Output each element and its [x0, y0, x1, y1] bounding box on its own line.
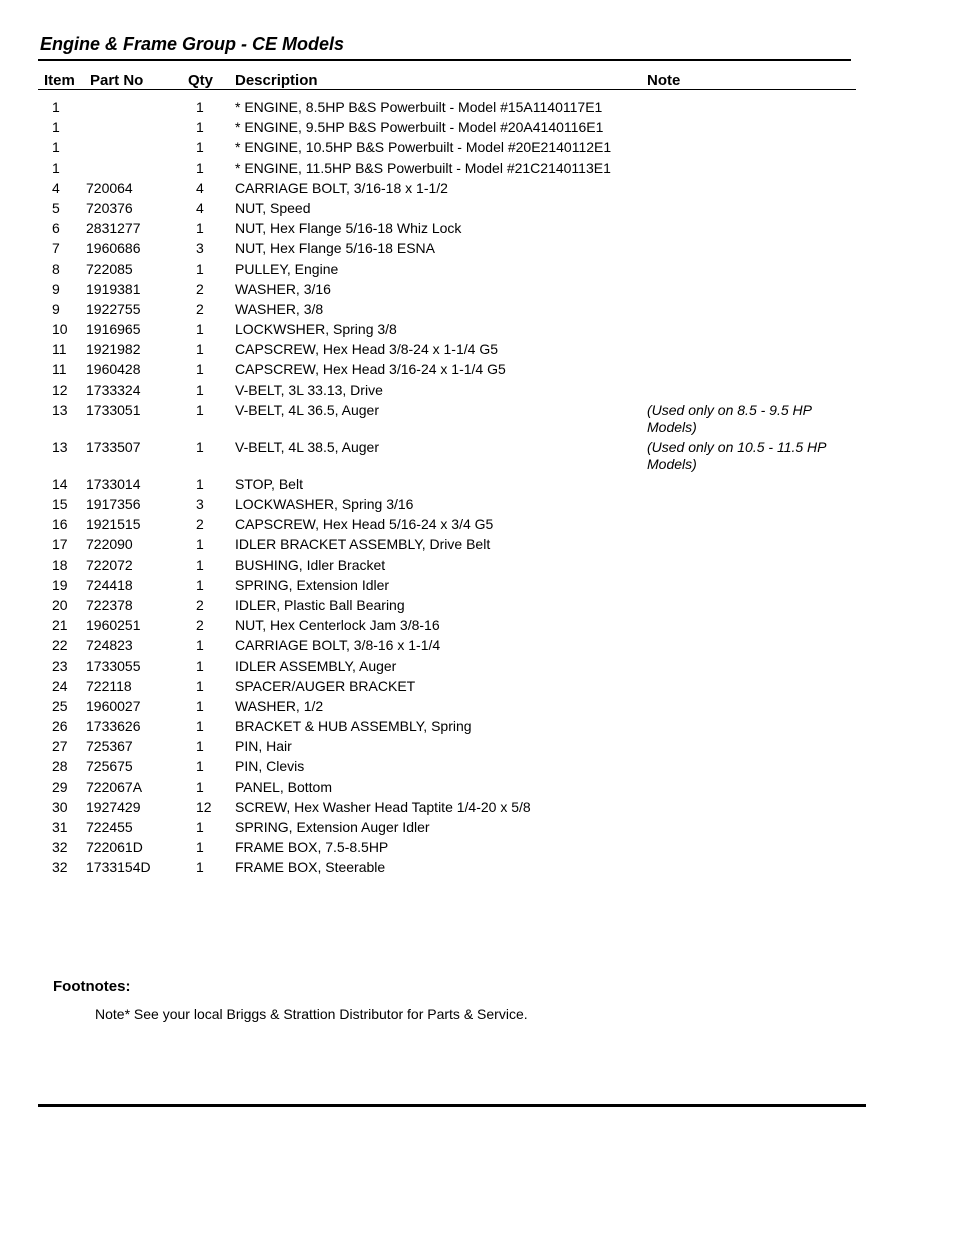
row-qty: 1: [196, 159, 204, 176]
row-description: NUT, Hex Flange 5/16-18 Whiz Lock: [235, 220, 462, 237]
row-description: IDLER ASSEMBLY, Auger: [235, 657, 397, 674]
row-item: 16: [52, 516, 68, 533]
row-part-no: 1916965: [86, 321, 141, 338]
table-row: [0, 678, 954, 698]
table-row: [0, 718, 954, 738]
row-part-no: 1733014: [86, 475, 141, 492]
table-row: [0, 439, 954, 476]
row-item: 12: [52, 381, 68, 398]
row-item: 6: [52, 220, 60, 237]
row-qty: 1: [196, 401, 204, 418]
row-description: PULLEY, Engine: [235, 260, 339, 277]
row-part-no: 1733507: [86, 438, 141, 455]
row-item: 24: [52, 677, 68, 694]
row-item: 1: [52, 119, 60, 136]
row-qty: 1: [196, 321, 204, 338]
row-item: 1: [52, 139, 60, 156]
row-qty: 1: [196, 637, 204, 654]
row-qty: 4: [196, 199, 204, 216]
table-row: [0, 160, 954, 180]
row-description: FRAME BOX, 7.5-8.5HP: [235, 839, 389, 856]
table-row: [0, 240, 954, 260]
row-description: IDLER, Plastic Ball Bearing: [235, 596, 405, 613]
row-part-no: 1733051: [86, 401, 141, 418]
row-description: STOP, Belt: [235, 475, 303, 492]
row-part-no: 725675: [86, 758, 133, 775]
table-row: [0, 799, 954, 819]
row-part-no: 1927429: [86, 798, 141, 815]
row-description: FRAME BOX, Steerable: [235, 859, 386, 876]
row-item: 32: [52, 839, 68, 856]
row-part-no: 722085: [86, 260, 133, 277]
row-part-no: 1733324: [86, 381, 141, 398]
row-qty: 1: [196, 99, 204, 115]
row-qty: 1: [196, 778, 204, 795]
table-row: [0, 361, 954, 381]
row-item: 5: [52, 199, 60, 216]
row-part-no: 1921515: [86, 516, 141, 533]
row-description: V-BELT, 3L 33.13, Drive: [235, 381, 383, 398]
table-row: [0, 321, 954, 341]
row-description: PIN, Clevis: [235, 758, 305, 775]
row-qty: 1: [196, 718, 204, 735]
row-qty: 1: [196, 657, 204, 674]
row-item: 23: [52, 657, 68, 674]
row-description: CARRIAGE BOLT, 3/16-18 x 1-1/2: [235, 179, 448, 196]
row-item: 31: [52, 819, 68, 835]
row-part-no: 1921982: [86, 341, 141, 358]
row-qty: 1: [196, 839, 204, 856]
row-qty: 1: [196, 697, 204, 714]
table-row: [0, 281, 954, 301]
row-item: 11: [52, 341, 67, 358]
row-part-no: 2831277: [86, 220, 141, 237]
row-description: NUT, Hex Flange 5/16-18 ESNA: [235, 240, 435, 257]
row-qty: 1: [196, 438, 204, 455]
row-item: 28: [52, 758, 68, 775]
row-description: V-BELT, 4L 36.5, Auger: [235, 401, 379, 418]
table-row: [0, 779, 954, 799]
table-row: [0, 402, 954, 439]
row-part-no: 722090: [86, 536, 133, 553]
bottom-divider: [38, 1104, 866, 1107]
row-item: 14: [52, 475, 68, 492]
row-item: 1: [52, 99, 60, 115]
row-qty: 1: [196, 341, 204, 358]
footnote-text: Note* See your local Briggs & Strattion Distributor for Parts & Service.: [95, 1006, 528, 1022]
table-row: [0, 637, 954, 657]
title-divider: [38, 59, 851, 61]
row-part-no: 722378: [86, 596, 133, 613]
row-description: * ENGINE, 9.5HP B&S Powerbuilt - Model #20A4140116E1: [235, 119, 604, 136]
header-divider: [38, 89, 856, 90]
row-qty: 2: [196, 280, 204, 297]
row-item: 22: [52, 637, 68, 654]
row-item: 18: [52, 556, 68, 573]
header-part-no: Part No: [90, 72, 144, 89]
row-item: 26: [52, 718, 68, 735]
table-row: [0, 698, 954, 718]
row-item: 20: [52, 596, 68, 613]
row-qty: 1: [196, 738, 204, 755]
table-row: [0, 839, 954, 859]
row-qty: 1: [196, 536, 204, 553]
row-qty: 1: [196, 220, 204, 237]
header-item: Item: [44, 72, 75, 89]
row-part-no: 722072: [86, 556, 133, 573]
table-row: [0, 180, 954, 200]
row-part-no: 722067A: [86, 778, 143, 795]
row-part-no: 1917356: [86, 496, 141, 512]
row-part-no: 720064: [86, 179, 133, 196]
table-row: [0, 658, 954, 678]
row-note: (Used only on 8.5 - 9.5 HP Models): [647, 401, 812, 435]
header-note: Note: [647, 72, 681, 89]
row-qty: 2: [196, 300, 204, 317]
row-item: 1: [52, 159, 60, 176]
row-description: BUSHING, Idler Bracket: [235, 556, 386, 573]
row-description: * ENGINE, 8.5HP B&S Powerbuilt - Model #15A1140117E1: [235, 99, 603, 115]
row-item: 9: [52, 280, 60, 297]
row-part-no: 1960428: [86, 361, 141, 378]
row-note: (Used only on 10.5 - 11.5 HP Models): [647, 438, 826, 472]
row-qty: 1: [196, 381, 204, 398]
row-qty: 1: [196, 139, 204, 156]
row-description: LOCKWASHER, Spring 3/16: [235, 496, 414, 512]
row-item: 19: [52, 576, 68, 593]
row-item: 13: [52, 438, 68, 455]
table-row: [0, 496, 954, 516]
row-part-no: 720376: [86, 199, 133, 216]
row-part-no: 1922755: [86, 300, 141, 317]
row-part-no: 724823: [86, 637, 133, 654]
table-row: [0, 200, 954, 220]
row-qty: 1: [196, 819, 204, 835]
row-description: * ENGINE, 11.5HP B&S Powerbuilt - Model #21C2140113E1: [235, 159, 611, 176]
table-row: [0, 382, 954, 402]
header-qty: Qty: [188, 72, 214, 89]
table-row: [0, 341, 954, 361]
row-description: SPRING, Extension Auger Idler: [235, 819, 430, 835]
table-row: [0, 516, 954, 536]
row-part-no: 725367: [86, 738, 133, 755]
row-description: CAPSCREW, Hex Head 5/16-24 x 3/4 G5: [235, 516, 494, 533]
table-row: [0, 476, 954, 496]
row-item: 9: [52, 300, 60, 317]
row-item: 13: [52, 401, 68, 418]
row-part-no: 1960686: [86, 240, 141, 257]
row-qty: 2: [196, 617, 204, 634]
row-description: SPACER/AUGER BRACKET: [235, 677, 416, 694]
row-qty: 2: [196, 596, 204, 613]
row-part-no: 724418: [86, 576, 133, 593]
row-part-no: 1919381: [86, 280, 141, 297]
row-qty: 3: [196, 496, 204, 512]
table-row: [0, 536, 954, 556]
table-row: [0, 301, 954, 321]
row-item: 11: [52, 361, 67, 378]
row-description: BRACKET & HUB ASSEMBLY, Spring: [235, 718, 472, 735]
row-item: 29: [52, 778, 68, 795]
row-description: WASHER, 3/8: [235, 300, 324, 317]
row-qty: 1: [196, 361, 204, 378]
page-title: Engine & Frame Group - CE Models: [40, 34, 345, 54]
table-row: [0, 577, 954, 597]
row-description: WASHER, 1/2: [235, 697, 324, 714]
row-item: 10: [52, 321, 68, 338]
row-part-no: 722455: [86, 819, 133, 835]
row-part-no: 1733055: [86, 657, 141, 674]
table-row: [0, 819, 954, 839]
row-qty: 1: [196, 119, 204, 136]
row-qty: 3: [196, 240, 204, 257]
table-row: [0, 261, 954, 281]
table-row: [0, 220, 954, 240]
row-description: * ENGINE, 10.5HP B&S Powerbuilt - Model #20E2140112E1: [235, 139, 612, 156]
row-part-no: 722118: [86, 677, 132, 694]
row-qty: 1: [196, 475, 204, 492]
table-row: [0, 617, 954, 637]
row-item: 27: [52, 738, 68, 755]
row-item: 32: [52, 859, 68, 876]
row-part-no: 1960027: [86, 697, 141, 714]
table-row: [0, 738, 954, 758]
row-item: 25: [52, 697, 68, 714]
row-qty: 12: [196, 798, 212, 815]
row-item: 8: [52, 260, 60, 277]
row-part-no: 1733626: [86, 718, 141, 735]
row-qty: 1: [196, 576, 204, 593]
row-item: 4: [52, 179, 60, 196]
row-item: 7: [52, 240, 60, 257]
row-description: PANEL, Bottom: [235, 778, 333, 795]
table-row: [0, 99, 954, 119]
row-description: NUT, Speed: [235, 199, 311, 216]
row-description: CAPSCREW, Hex Head 3/16-24 x 1-1/4 G5: [235, 361, 506, 378]
table-row: [0, 859, 954, 879]
row-qty: 1: [196, 677, 204, 694]
row-part-no: 722061D: [86, 839, 143, 856]
table-row: [0, 758, 954, 778]
table-row: [0, 557, 954, 577]
row-item: 17: [52, 536, 68, 553]
row-qty: 1: [196, 260, 204, 277]
row-qty: 4: [196, 179, 204, 196]
row-item: 30: [52, 798, 68, 815]
row-description: CAPSCREW, Hex Head 3/8-24 x 1-1/4 G5: [235, 341, 498, 358]
row-item: 21: [52, 617, 68, 634]
row-qty: 1: [196, 859, 204, 876]
row-description: V-BELT, 4L 38.5, Auger: [235, 438, 379, 455]
footnotes-title: Footnotes:: [53, 978, 131, 995]
row-qty: 1: [196, 758, 204, 775]
row-description: SPRING, Extension Idler: [235, 576, 390, 593]
row-description: LOCKWSHER, Spring 3/8: [235, 321, 397, 338]
table-row: [0, 119, 954, 139]
row-qty: 2: [196, 516, 204, 533]
row-description: WASHER, 3/16: [235, 280, 331, 297]
row-description: SCREW, Hex Washer Head Taptite 1/4-20 x 5/8: [235, 798, 531, 815]
row-description: PIN, Hair: [235, 738, 292, 755]
row-description: IDLER BRACKET ASSEMBLY, Drive Belt: [235, 536, 491, 553]
parts-table: [0, 99, 954, 880]
row-part-no: 1960251: [86, 617, 141, 634]
row-description: NUT, Hex Centerlock Jam 3/8-16: [235, 617, 440, 634]
header-description: Description: [235, 72, 318, 89]
table-row: [0, 597, 954, 617]
row-description: CARRIAGE BOLT, 3/8-16 x 1-1/4: [235, 637, 441, 654]
row-item: 15: [52, 496, 68, 512]
row-part-no: 1733154D: [86, 859, 151, 876]
row-qty: 1: [196, 556, 204, 573]
table-row: [0, 139, 954, 159]
